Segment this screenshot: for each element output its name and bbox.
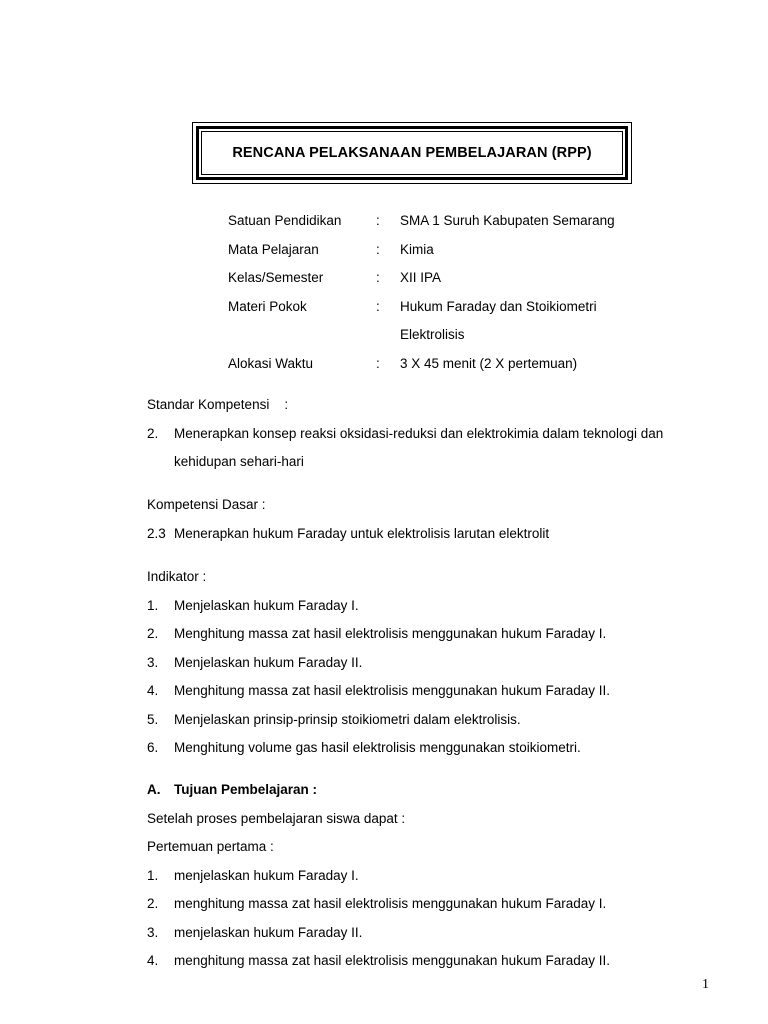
indikator-section — [147, 563, 727, 763]
item-number: 2. — [147, 626, 159, 641]
section-intro: Setelah proses pembelajaran siswa dapat : — [147, 810, 406, 826]
list-item — [147, 890, 727, 919]
list-item — [147, 649, 727, 678]
title-box — [192, 122, 632, 184]
standar-kompetensi-section — [147, 391, 727, 477]
identity-value: Kimia — [400, 241, 434, 257]
item-text-continuation: kehidupan sehari-hari — [174, 454, 304, 469]
section-heading: Indikator : — [147, 569, 207, 584]
identity-value: SMA 1 Suruh Kabupaten Semarang — [400, 213, 615, 228]
identity-row — [228, 207, 660, 236]
page-number: 1 — [702, 977, 709, 992]
section-subheading: Pertemuan pertama : — [147, 839, 274, 854]
identity-value-continuation: Elektrolisis — [400, 327, 465, 342]
item-text: Menghitung massa zat hasil elektrolisis menggunakan hukum Faraday II. — [174, 683, 610, 698]
identity-label: Kelas/Semester — [228, 270, 324, 285]
list-item — [147, 677, 727, 706]
item-text: Menjelaskan hukum Faraday II. — [174, 654, 363, 670]
item-number: 4. — [147, 683, 159, 698]
kompetensi-dasar-section — [147, 491, 727, 548]
identity-label: Satuan Pendidikan — [228, 213, 342, 228]
item-number: 4. — [147, 953, 159, 968]
item-text: Menghitung massa zat hasil elektrolisis menggunakan hukum Faraday I. — [174, 626, 607, 641]
item-number: 1. — [147, 867, 159, 883]
section-heading: Tujuan Pembelajaran : — [174, 782, 318, 797]
item-text: menjelaskan hukum Faraday I. — [174, 867, 359, 883]
identity-label: Mata Pelajaran — [228, 241, 319, 257]
identity-colon: : — [376, 298, 380, 314]
item-number: 3. — [147, 654, 159, 670]
item-text: Menghitung volume gas hasil elektrolisis menggunakan stoikiometri. — [174, 740, 581, 755]
list-item — [147, 620, 727, 649]
identity-colon: : — [376, 213, 380, 228]
section-heading: Standar Kompetensi : — [147, 397, 289, 412]
list-item — [147, 734, 727, 763]
list-item — [147, 706, 727, 735]
item-number: 6. — [147, 740, 159, 755]
item-number: 1. — [147, 597, 159, 613]
list-item — [147, 592, 727, 621]
section-heading: Kompetensi Dasar : — [147, 497, 266, 512]
identity-label: Materi Pokok — [228, 298, 307, 314]
item-text: Menerapkan hukum Faraday untuk elektrolisis larutan elektrolit — [174, 525, 550, 541]
identity-row — [228, 293, 660, 322]
identity-colon: : — [376, 270, 380, 285]
identity-label: Alokasi Waktu — [228, 355, 314, 371]
item-number: 2. — [147, 896, 159, 911]
identity-row — [228, 264, 660, 293]
item-text: menghitung massa zat hasil elektrolisis menggunakan hukum Faraday I. — [174, 896, 607, 911]
identity-value: 3 X 45 menit (2 X pertemuan) — [400, 355, 578, 371]
identity-colon: : — [376, 241, 380, 257]
identity-row — [228, 236, 660, 265]
identity-row-continuation — [228, 321, 660, 350]
identity-value: XII IPA — [400, 270, 442, 285]
item-text: Menjelaskan prinsip-prinsip stoikiometri dalam elektrolisis. — [174, 711, 521, 727]
identity-row — [228, 350, 660, 379]
list-item — [147, 919, 727, 948]
item-text: Menjelaskan hukum Faraday I. — [174, 597, 359, 613]
list-item — [147, 862, 727, 891]
item-text: Menerapkan konsep reaksi oksidasi-reduksi dan elektrokimia dalam teknologi dan — [174, 425, 664, 441]
item-number: 2.3 — [147, 525, 166, 541]
list-item — [147, 947, 727, 976]
section-letter: A. — [147, 782, 161, 797]
tujuan-section — [147, 776, 727, 976]
identity-colon: : — [376, 355, 380, 371]
item-text: menghitung massa zat hasil elektrolisis menggunakan hukum Faraday II. — [174, 953, 610, 968]
item-number: 3. — [147, 924, 159, 940]
item-number: 5. — [147, 711, 159, 727]
identity-value: Hukum Faraday dan Stoikiometri — [400, 298, 597, 314]
item-number: 2. — [147, 425, 159, 441]
document-title: RENCANA PELAKSANAAN PEMBELAJARAN (RPP) — [232, 145, 592, 161]
item-text: menjelaskan hukum Faraday II. — [174, 924, 363, 940]
identity-table — [228, 207, 660, 378]
